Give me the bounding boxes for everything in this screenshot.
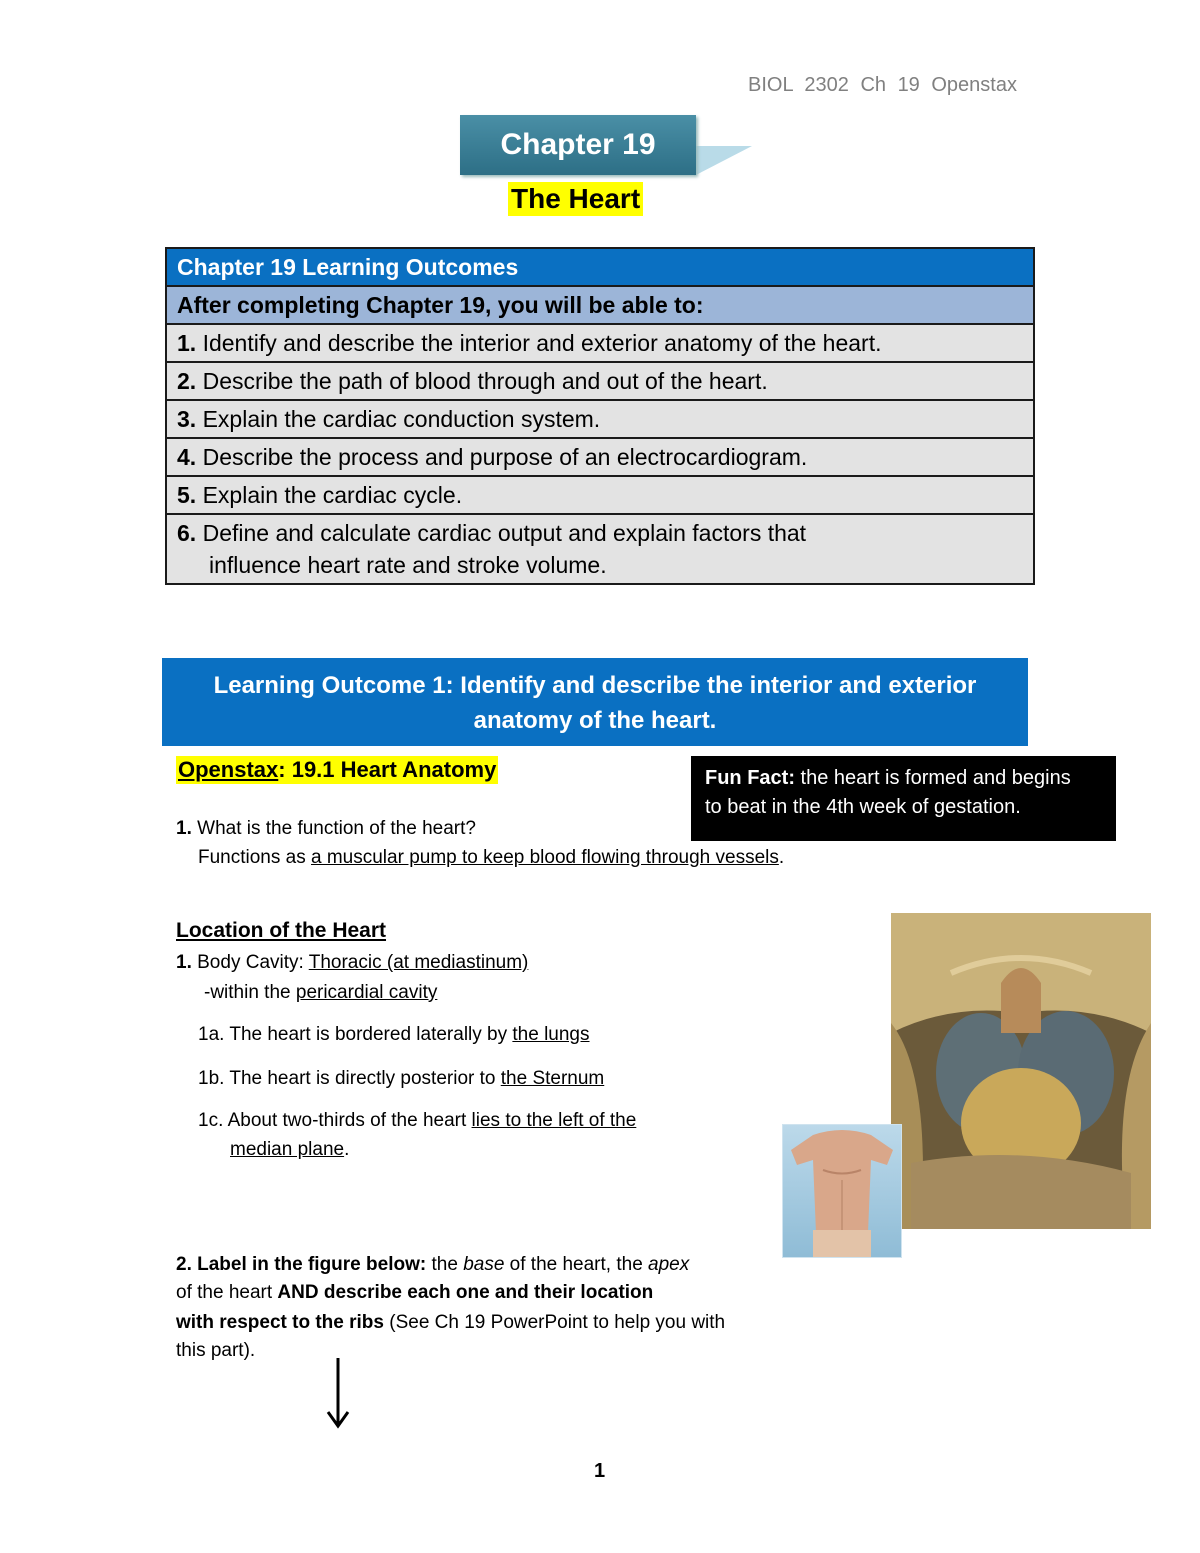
outcome-number: 5. — [177, 482, 197, 508]
item1b-answer: the Sternum — [500, 1068, 605, 1089]
fun-fact-box — [691, 756, 1116, 841]
question-2-line1 — [176, 1252, 689, 1278]
fun-fact-text-continued: to beat in the 4th week of gestation. — [705, 796, 1021, 818]
chapter-subtitle: The Heart — [508, 182, 643, 216]
q1-answer: a muscular pump to keep blood flowing through vessels — [311, 847, 779, 868]
outcomes-table-intro: After completing Chapter 19, you will be able to: — [166, 286, 1034, 324]
lo1-line1: Learning Outcome 1: Identify and describe the interior and exterior — [213, 672, 977, 699]
chapter-title: Chapter 19 — [500, 128, 656, 161]
item1-answer: Thoracic (at mediastinum) — [308, 952, 529, 973]
fun-fact-text: the heart is formed and begins — [795, 767, 1071, 789]
q2-line3-plain: (See Ch 19 PowerPoint to help you with — [383, 1312, 726, 1333]
banner-decoration — [694, 146, 752, 176]
q2-text1: the — [426, 1254, 464, 1275]
item1-sub-prefix: -within the — [204, 982, 296, 1003]
item1c-answer: lies to the left of the — [471, 1110, 637, 1131]
question-2-line4: this part). — [176, 1340, 256, 1361]
location-heading: Location of the Heart — [176, 919, 387, 942]
outcome-text: Describe the path of blood through and out of the heart. — [196, 368, 768, 394]
item1-sub-answer: pericardial cavity — [295, 982, 438, 1003]
outcome-row — [166, 438, 1034, 476]
down-arrow-icon — [326, 1358, 350, 1435]
outcome-number: 4. — [177, 444, 197, 470]
location-item-1c-continued — [230, 1137, 349, 1163]
outcome-number: 6. — [177, 520, 197, 546]
item1a-answer: the lungs — [512, 1024, 590, 1045]
location-item-1a — [198, 1022, 590, 1048]
outcome-row — [166, 324, 1034, 362]
item1c-answer-continued: median plane — [230, 1139, 345, 1160]
q2-apex: apex — [648, 1254, 690, 1275]
item1-number: 1. — [176, 952, 192, 973]
outcome-text: Explain the cardiac conduction system. — [196, 406, 601, 432]
outcome-row — [166, 362, 1034, 400]
learning-outcome-1-banner — [162, 658, 1028, 746]
location-item-1-sub — [204, 980, 437, 1006]
location-item-1 — [176, 950, 528, 976]
outcome-text: Explain the cardiac cycle. — [196, 482, 463, 508]
question-1 — [176, 816, 476, 842]
openstax-section-label — [176, 756, 498, 784]
outcome-number: 2. — [177, 368, 197, 394]
chapter-banner — [460, 115, 696, 175]
question-2-line2 — [176, 1280, 653, 1306]
outcome-number: 3. — [177, 406, 197, 432]
openstax-label: Openstax — [178, 757, 279, 782]
item1b-prefix: 1b. The heart is directly posterior to — [198, 1068, 501, 1089]
q1-answer-suffix: . — [778, 847, 785, 868]
q1-number: 1. — [176, 818, 192, 839]
outcome-text: Define and calculate cardiac output and explain factors that — [196, 520, 807, 546]
outcome-row — [166, 476, 1034, 514]
item1-label: Body Cavity: — [191, 952, 309, 973]
outcome-row — [166, 514, 1034, 584]
question-2-line3 — [176, 1310, 725, 1336]
torso-thumbnail — [782, 1124, 902, 1258]
q2-line3-bold: with respect to the ribs — [176, 1312, 384, 1333]
outcomes-table-heading: Chapter 19 Learning Outcomes — [166, 248, 1034, 286]
item1a-prefix: 1a. The heart is bordered laterally by — [198, 1024, 513, 1045]
q2-bold-label: 2. Label in the figure below: — [176, 1254, 427, 1275]
q2-line2-plain: of the heart — [176, 1282, 278, 1303]
learning-outcomes-table — [165, 247, 1035, 585]
item1c-suffix: . — [344, 1139, 350, 1160]
q1-answer-prefix: Functions as — [198, 847, 311, 868]
outcome-number: 1. — [177, 330, 197, 356]
q1-question: What is the function of the heart? — [191, 818, 476, 839]
q2-base: base — [463, 1254, 505, 1275]
fun-fact-label: Fun Fact: — [705, 767, 795, 789]
q2-line2-bold: AND describe each one and their location — [277, 1282, 654, 1303]
outcome-text: Identify and describe the interior and exterior anatomy of the heart. — [196, 330, 882, 356]
location-item-1c — [198, 1108, 636, 1134]
outcome-text-continued: influence heart rate and stroke volume. — [209, 552, 607, 578]
question-1-answer — [198, 845, 784, 871]
lo1-line2: anatomy of the heart. — [473, 707, 717, 734]
page-number: 1 — [594, 1460, 606, 1482]
cadaver-thorax-photo — [891, 913, 1151, 1229]
openstax-section: : 19.1 Heart Anatomy — [278, 757, 497, 782]
outcome-text: Describe the process and purpose of an electrocardiogram. — [196, 444, 808, 470]
q2-text2: of the heart, the — [504, 1254, 649, 1275]
running-header: BIOL 2302 Ch 19 Openstax — [748, 74, 1017, 96]
item1c-prefix: 1c. About two-thirds of the heart — [198, 1110, 472, 1131]
outcome-row — [166, 400, 1034, 438]
location-item-1b — [198, 1066, 604, 1092]
